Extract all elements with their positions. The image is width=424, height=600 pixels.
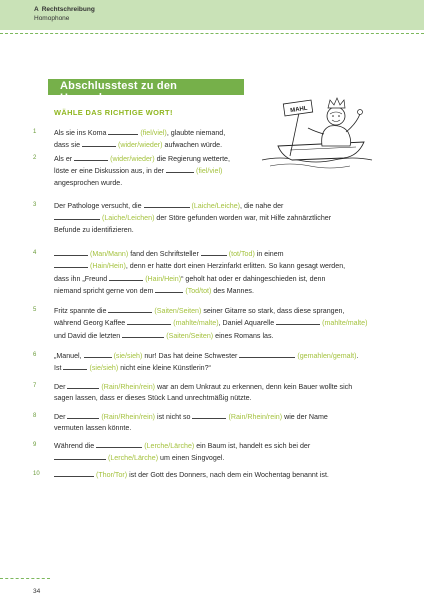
- exercise-title-bar: [48, 79, 244, 104]
- word-choice: (sie/sieh): [113, 352, 143, 360]
- instruction-text: WÄHLE DAS RICHTIGE WORT!: [54, 108, 173, 117]
- item-text: seiner Gitarre so stark, dass diese sprangen,: [201, 307, 345, 315]
- item-line: [54, 382, 352, 392]
- answer-blank[interactable]: [276, 318, 320, 325]
- item-line: [54, 453, 224, 463]
- item-line: [54, 318, 367, 328]
- answer-blank[interactable]: [108, 128, 138, 135]
- answer-blank[interactable]: [54, 249, 88, 256]
- item-line: [54, 166, 222, 176]
- item-line: [54, 201, 283, 211]
- item-text: eines Romans las.: [213, 331, 274, 340]
- item-text: in einem: [254, 250, 284, 258]
- answer-blank[interactable]: [54, 213, 100, 220]
- item-text: fand den Schriftsteller: [128, 250, 201, 258]
- item-line: [54, 249, 284, 259]
- word-choice: (Rain/Rhein/rein): [228, 413, 283, 421]
- word-choice: (mahlte/malte): [173, 319, 219, 328]
- item-number: 7: [33, 383, 37, 389]
- word-choice: (fiel/viel): [140, 129, 167, 137]
- item-text: Befunde zu identifizieren.: [54, 225, 134, 234]
- item-line: [54, 179, 122, 188]
- answer-blank[interactable]: [74, 154, 108, 161]
- item-text: „Manuel,: [54, 352, 84, 360]
- item-line: [54, 286, 254, 296]
- answer-blank[interactable]: [84, 351, 112, 358]
- section-subtitle: Homophone: [34, 15, 70, 22]
- word-choice: (Rain/Rhein/rein): [101, 383, 156, 391]
- item-line: [54, 412, 328, 422]
- item-line: [54, 363, 211, 373]
- boat-man-illustration: [260, 90, 376, 172]
- item-line: [54, 154, 230, 164]
- item-text: , Daniel Aquarelle: [218, 319, 277, 328]
- word-choice: (sie/sieh): [89, 364, 119, 373]
- item-text: ein Baum ist, handelt es sich bei der: [194, 442, 311, 450]
- section-heading: [34, 6, 95, 13]
- item-text: “ geholt hat oder er dahingeschieden ist, denn: [181, 274, 326, 283]
- answer-blank[interactable]: [122, 331, 164, 338]
- item-line: [54, 331, 273, 341]
- word-choice: (Hain/Hein): [89, 262, 126, 271]
- answer-blank[interactable]: [82, 140, 116, 147]
- item-line: [54, 394, 252, 403]
- word-choice: (Laiche/Leichen): [101, 214, 155, 223]
- item-number: 8: [33, 413, 37, 419]
- answer-blank[interactable]: [108, 306, 152, 313]
- item-text: Der Pathologe versucht, die: [54, 202, 144, 210]
- item-number: 3: [33, 202, 37, 208]
- section-number: A: [34, 6, 39, 13]
- item-text: Der: [54, 383, 68, 391]
- word-choice: (Thor/Tor): [95, 471, 128, 479]
- word-choice: (Laiche/Leiche): [191, 202, 241, 210]
- item-text: , die nahe der: [240, 202, 284, 210]
- item-line: [54, 351, 358, 361]
- item-text: , denn er hatte dort einen Herzinfarkt erlitten. So kann gesagt werden,: [125, 262, 346, 271]
- answer-blank[interactable]: [144, 201, 190, 208]
- item-line: [54, 470, 329, 480]
- item-text: niemand spricht gerne von dem: [54, 286, 156, 295]
- word-choice: (Lerche/Lärche): [144, 442, 195, 450]
- word-choice: (Hain/Hein): [145, 274, 182, 283]
- item-text: .: [356, 352, 359, 360]
- answer-blank[interactable]: [127, 318, 171, 325]
- item-text: Der: [54, 413, 68, 421]
- item-number: 10: [33, 471, 40, 477]
- answer-blank[interactable]: [166, 166, 194, 173]
- answer-blank[interactable]: [201, 249, 227, 256]
- item-text: , glaubte niemand,: [166, 129, 226, 137]
- item-text: ist nicht so: [155, 413, 193, 421]
- item-line: [54, 213, 331, 223]
- item-text: des Mannes.: [211, 286, 254, 295]
- item-number: 9: [33, 442, 37, 448]
- item-text: war an dem Unkraut zu erkennen, denn kein Bauer wollte sich: [155, 383, 353, 391]
- item-number: 6: [33, 352, 37, 358]
- answer-blank[interactable]: [192, 412, 226, 419]
- section-title: Rechtschreibung: [41, 6, 95, 13]
- answer-blank[interactable]: [155, 286, 183, 293]
- item-text: angesprochen wurde.: [54, 178, 123, 187]
- item-text: sagen lassen, dass er dieses Stück Land unrechtmäßig nützte.: [54, 394, 252, 403]
- item-text: aufwachen würde.: [162, 141, 223, 150]
- answer-blank[interactable]: [96, 441, 142, 448]
- item-number: 5: [33, 307, 37, 313]
- page-number: 34: [33, 588, 41, 595]
- item-text: nicht eine kleine Künstlerin?“: [118, 364, 211, 373]
- item-line: [54, 226, 134, 235]
- item-text: Fritz spannte die: [54, 307, 109, 315]
- item-text: nur! Das hat deine Schwester: [142, 352, 240, 360]
- item-line: [54, 140, 222, 150]
- footer-divider: [0, 578, 50, 579]
- answer-blank[interactable]: [63, 363, 87, 370]
- exercise-title: Abschlusstest zu den Homophonen: [60, 80, 178, 104]
- word-choice: (gemahlen/gemalt): [297, 352, 357, 360]
- word-choice: (Saiten/Seiten): [154, 307, 202, 315]
- item-number: 2: [33, 155, 37, 161]
- item-text: ist der Gott des Donners, nach dem ein Wochentag benannt ist.: [127, 471, 329, 479]
- item-text: vermuten lassen könnte.: [54, 424, 132, 433]
- sign-text: MAHL: [289, 105, 308, 115]
- word-choice: (Tod/tot): [185, 286, 212, 295]
- item-text: dass ihn „Freund: [54, 274, 110, 283]
- word-choice: (mahlte/malte): [322, 319, 368, 328]
- word-choice: (Rain/Rhein/rein): [101, 413, 156, 421]
- word-choice: (tot/Tod): [228, 250, 255, 258]
- chapter-header: [0, 0, 424, 30]
- answer-blank[interactable]: [54, 470, 94, 477]
- item-line: [54, 128, 225, 138]
- item-line: [54, 306, 344, 316]
- item-number: 1: [33, 129, 37, 135]
- answer-blank[interactable]: [67, 382, 99, 389]
- header-divider: [0, 33, 424, 35]
- item-number: 4: [33, 250, 37, 256]
- item-text: und David die letzten: [54, 331, 123, 340]
- answer-blank[interactable]: [54, 453, 106, 460]
- item-line: [54, 424, 131, 433]
- item-text: die Regierung wetterte,: [154, 155, 230, 163]
- word-choice: (wider/wieder): [110, 155, 155, 163]
- answer-blank[interactable]: [54, 261, 88, 268]
- word-choice: (Lerche/Lärche): [107, 454, 159, 463]
- word-choice: (wider/wieder): [117, 141, 163, 150]
- word-choice: (fiel/viel): [195, 167, 223, 176]
- item-text: Ist: [54, 364, 64, 373]
- word-choice: (Man/Mann): [89, 250, 129, 258]
- item-text: Als sie ins Koma: [54, 129, 109, 137]
- item-text: dass sie: [54, 141, 82, 150]
- item-text: löste er eine Diskussion aus, in der: [54, 167, 166, 176]
- item-line: [54, 441, 310, 451]
- item-text: der Störe gefunden worden war, mit Hilfe zahnärztlicher: [154, 214, 332, 223]
- answer-blank[interactable]: [109, 274, 143, 281]
- item-text: während Georg Kaffee: [54, 319, 128, 328]
- item-text: um einen Singvogel.: [158, 454, 225, 463]
- answer-blank[interactable]: [239, 351, 295, 358]
- item-text: Während die: [54, 442, 97, 450]
- word-choice: (Saiten/Seiten): [166, 331, 214, 340]
- item-text: Als er: [54, 155, 75, 163]
- item-text: wie der Name: [282, 413, 328, 421]
- item-line: [54, 261, 345, 271]
- item-line: [54, 274, 325, 284]
- answer-blank[interactable]: [67, 412, 99, 419]
